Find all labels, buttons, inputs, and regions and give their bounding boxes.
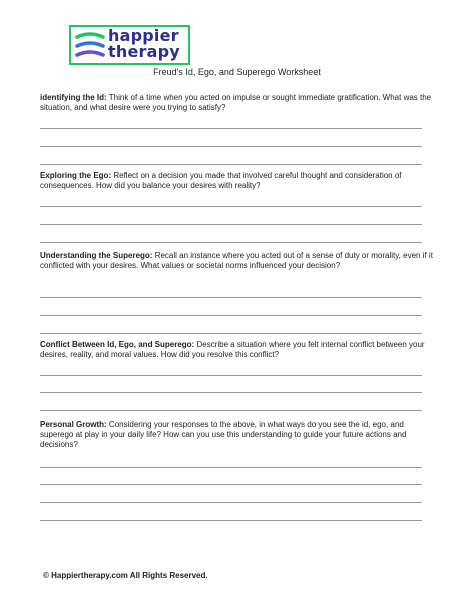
logo-wave-green (77, 34, 103, 37)
logo-wave-purple (77, 52, 103, 55)
page-title: Freud's Id, Ego, and Superego Worksheet (153, 67, 321, 77)
answer-line[interactable] (40, 164, 422, 165)
answer-line[interactable] (40, 297, 422, 298)
logo-line-2: therapy (108, 42, 180, 61)
section-heading: Understanding the Superego: (40, 251, 153, 260)
section-heading: identifying the Id: (40, 93, 107, 102)
logo-wave-blue (77, 43, 103, 46)
section-heading: Conflict Between Id, Ego, and Superego: (40, 340, 195, 349)
section-heading: Exploring the Ego: (40, 171, 112, 180)
answer-line[interactable] (40, 520, 422, 521)
section-prompt (40, 171, 434, 191)
section-conflict (40, 340, 434, 360)
section-understanding-superego (40, 251, 434, 271)
logo-waves-icon (75, 31, 105, 61)
answer-line[interactable] (40, 206, 422, 207)
answer-line[interactable] (40, 224, 422, 225)
logo-text (108, 28, 180, 60)
answer-line[interactable] (40, 392, 422, 393)
section-body: Considering your responses to the above, in what ways do you see the id, ego, and superego at play in your daily life? How can you use this understanding to guide your future actions and decisions? (40, 420, 407, 450)
section-body: Describe a situation where you felt internal conflict between your desires, reality, and moral values. How did you resolve this conflict? (40, 340, 425, 360)
answer-line[interactable] (40, 375, 422, 376)
answer-line[interactable] (40, 146, 422, 147)
answer-line[interactable] (40, 315, 422, 316)
section-heading: Personal Growth: (40, 420, 107, 429)
section-exploring-ego (40, 171, 434, 191)
answer-line[interactable] (40, 333, 422, 334)
section-body: Recall an instance where you acted out of a sense of duty or morality, even if it conflicted with your desires. What values or societal norms influenced your decision? (40, 251, 433, 271)
answer-line[interactable] (40, 484, 422, 485)
answer-line[interactable] (40, 467, 422, 468)
section-prompt (40, 340, 434, 360)
section-identifying-id (40, 93, 434, 113)
section-prompt (40, 420, 434, 451)
logo (69, 25, 190, 65)
section-prompt (40, 251, 434, 271)
section-prompt (40, 93, 434, 113)
answer-line[interactable] (40, 242, 422, 243)
answer-line[interactable] (40, 502, 422, 503)
answer-line[interactable] (40, 128, 422, 129)
answer-line[interactable] (40, 410, 422, 411)
section-personal-growth (40, 420, 434, 451)
footer-copyright: © Happiertherapy.com All Rights Reserved. (43, 571, 208, 580)
logo-line-1: happier (108, 26, 179, 45)
section-body: Reflect on a decision you made that involved careful thought and consideration of consequences. How did you balance your desires with reality? (40, 171, 402, 191)
section-body: Think of a time when you acted on impulse or sought immediate gratification. What was the situation, and what desire were you trying to satisfy? (40, 93, 432, 113)
